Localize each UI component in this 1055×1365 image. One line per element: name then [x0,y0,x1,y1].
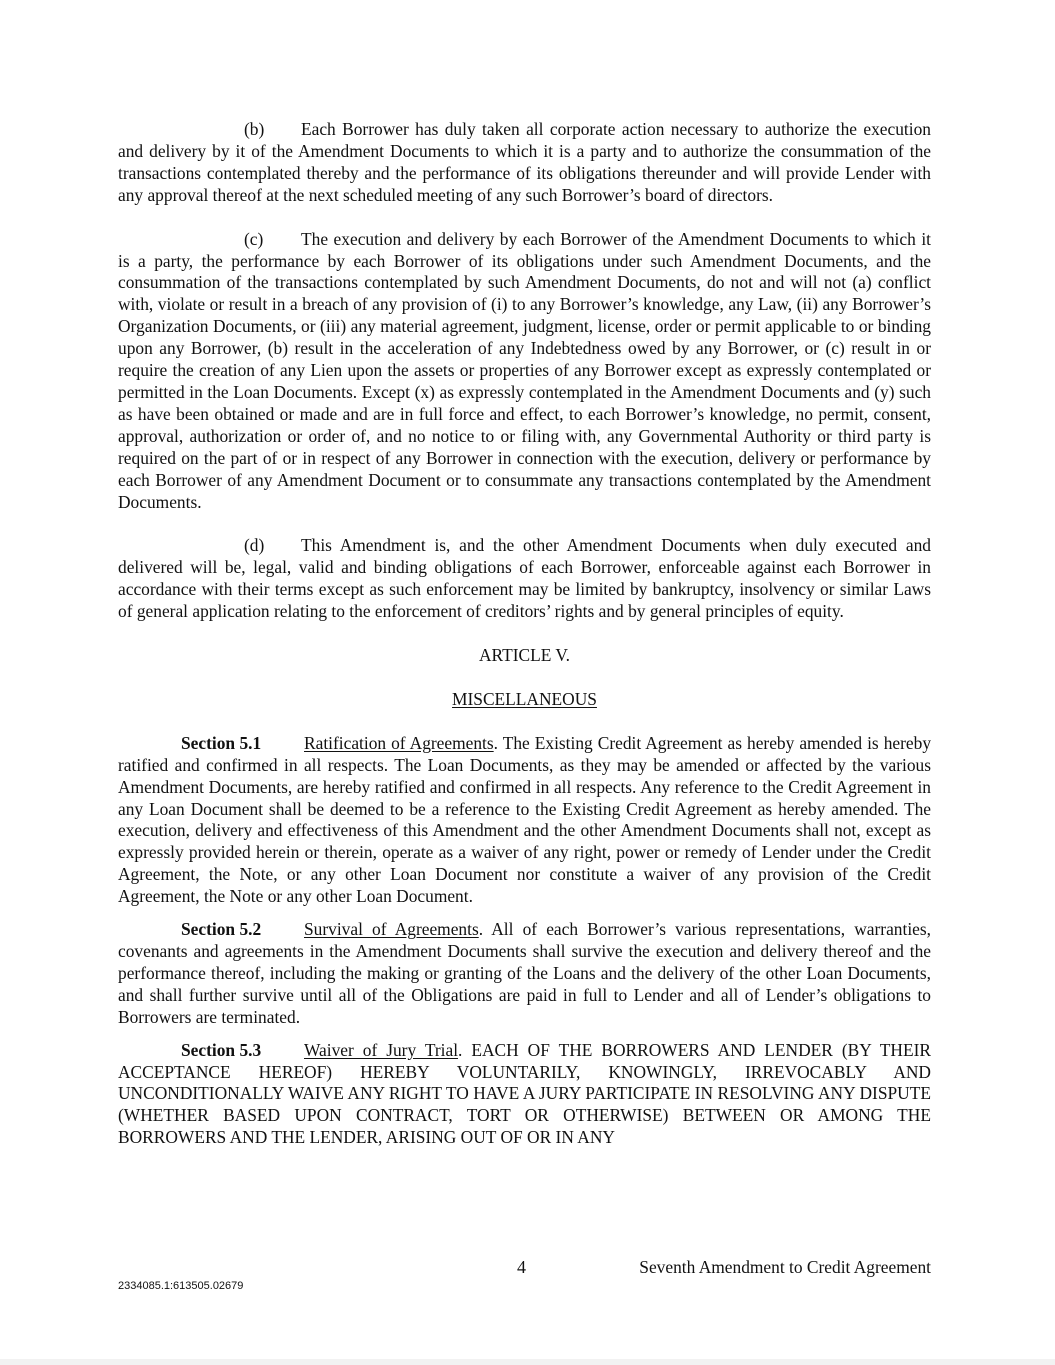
section-title: Survival of Agreements [304,919,479,940]
article-subheading: MISCELLANEOUS [452,688,597,709]
section-title: Waiver of Jury Trial [304,1039,459,1060]
paragraph-text: This Amendment is, and the other Amendment Documents when duly executed and delivered will be, legal, valid and binding obligations of each Borrower, enforceable against each Borrower in accordance with their terms except as such enforcement may be limited by bankruptcy, insolvency or similar Laws of general application relating to the enforcement of creditors’ rights and by general principles of equity. [118,535,931,622]
article-heading: ARTICLE V. [478,645,571,666]
section-label: Section 5.2 [181,919,262,940]
section-label: Section 5.3 [181,1039,262,1060]
section-text: . All of each Borrower’s various representations, warranties, covenants and agreements in the Amendment Documents shall survive the execution and delivery thereof and the performance thereof, including the making or granting of the Loans and the delivery of the other Loan Documents, and shall further survive until all of the Obligations are paid in full to Lender and all of Lender’s obligations to Borrowers are terminated. [118,919,931,1027]
section-5-2 [118,919,931,1029]
footer-document-title: Seventh Amendment to Credit Agreement [639,1257,931,1277]
section-5-3 [118,1040,931,1150]
section-5-1 [118,733,931,908]
page-number: 4 [517,1257,526,1277]
paragraph-b [118,119,931,207]
paragraph-d [118,535,931,623]
section-text: . The Existing Credit Agreement as hereby amended is hereby ratified and confirmed in all respects. The Loan Documents, as they may be amended or affected by the various Amendment Documents, are hereby ratified and confirmed in all respects. Any reference to the Credit Agreement in any Loan Document shall be deemed to be a reference to the Existing Credit Agreement as hereby amended. The execution, delivery and effectiveness of this Amendment and the other Amendment Documents shall not, except as expressly provided herein or therein, operate as a waiver of any right, power or remedy of Lender under the Credit Agreement, the Note, or any other Loan Document nor constitute a waiver of any provision of the Credit Agreement, the Note or any other Loan Document. [118,732,932,907]
document-body [118,119,931,1149]
paragraph-label: (d) [244,535,265,556]
paragraph-text: Each Borrower has duly taken all corporate action necessary to authorize the execution and delivery by it of the Amendment Documents to which it is a party and to authorize the consummation of the transactions contemplated thereby and the performance of its obligations thereunder and will provide Lender with any approval thereof at the next scheduled meeting of any such Borrower’s board of directors. [118,119,931,205]
paragraph-label: (c) [244,228,264,249]
paragraph-text: The execution and delivery by each Borrower of the Amendment Documents to which it is a party, the performance by each Borrower of its obligations under such Amendment Documents, and the consummation of the transactions contemplated by such Amendment Documents, do not and will not (a) conflict with, violate or result in a breach of any provision of (i) to any Borrower’s knowledge, any Law, (ii) any Borrower’s Organization Documents, or (iii) any material agreement, judgment, license, order or permit applicable to or binding upon any Borrower, (b) result in the acceleration of any Indebtedness owed by any Borrower, or (c) result in or require the creation of any Lien upon the assets or properties of any Borrower except as expressly contemplated or permitted in the Loan Documents. Except (x) as expressly contemplated in the Amendment Documents and (y) such as have been obtained or made and are in full force and effect, to each Borrower’s knowledge, no permit, consent, approval, authorization or order of, and no notice to or filing with, any Governmental Authority or third party is required on the part of or in respect of any Borrower in connection with the execution, delivery or performance by each Borrower of any Amendment Document or to consummate any transactions contemplated by the Amendment Documents. [118,228,931,512]
section-title: Ratification of Agreements [304,732,494,753]
paragraph-c [118,229,931,514]
paragraph-label: (b) [244,119,265,139]
page-edge [0,1359,1055,1365]
section-text: . EACH OF THE BORROWERS AND LENDER (BY THEIR ACCEPTANCE HEREOF) HEREBY VOLUNTARILY, KNOWINGLY, IRREVOCABLY AND UNCONDITIONALLY WAIVE ANY RIGHT TO HAVE A JURY PARTICIPATE IN RESOLVING ANY DISPUTE (WHETHER BASED UPON CONTRACT, TORT OR OTHERWISE) BETWEEN OR AMONG THE BORROWERS AND THE LENDER, ARISING OUT OF OR IN ANY [118,1039,931,1148]
section-label: Section 5.1 [181,732,262,753]
footer-doc-id: 2334085.1:613505.02679 [118,1280,244,1292]
